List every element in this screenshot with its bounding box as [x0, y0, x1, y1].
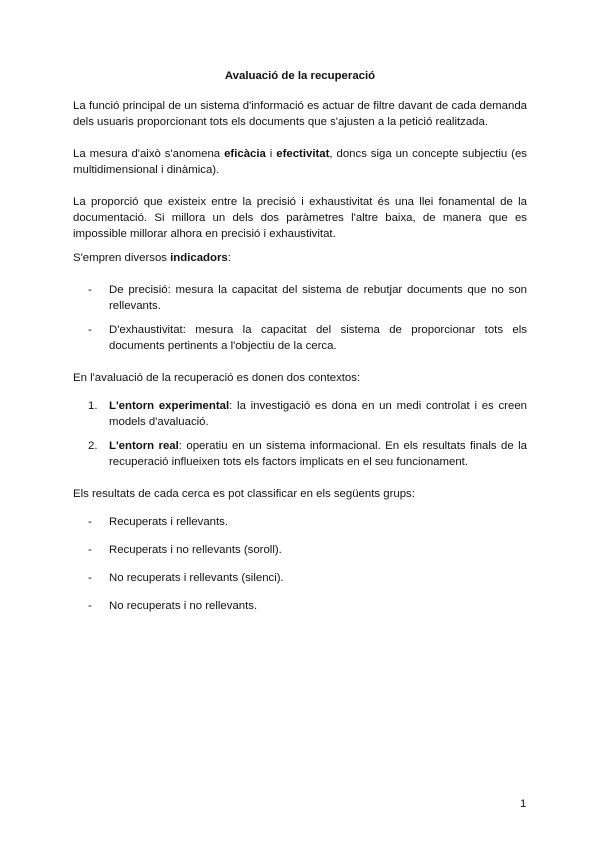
- paragraph-contexts: En l'avaluació de la recuperació es donen dos contextos:: [73, 372, 361, 384]
- list-item-exhaustivitat: [73, 322, 527, 354]
- term-entorn-experimental: L'entorn experimental: [109, 400, 230, 412]
- numbered-item-body: : operatiu en un sistema informacional. En els resultats finals de la recuperació influeixen tots els factors implicats en el seu funcionament.: [109, 440, 527, 468]
- list-item-text: No recuperats i no rellevants.: [109, 600, 258, 612]
- list-item-group: [73, 598, 527, 614]
- paragraph-measure: [73, 146, 527, 178]
- paragraph-indicators-text: S'empren diversos: [73, 252, 171, 264]
- list-item-group: [73, 514, 527, 530]
- list-bullet: -: [88, 324, 92, 336]
- paragraph-measure-joiner: i: [265, 148, 277, 160]
- list-item-group: [73, 570, 527, 586]
- list-bullet: -: [88, 600, 92, 612]
- numbered-item-text: [109, 398, 527, 430]
- list-bullet: -: [88, 544, 92, 556]
- page-number: 1: [520, 798, 527, 810]
- list-item-text: No recuperats i rellevants (silenci).: [109, 572, 284, 584]
- paragraph-measure-tail: , doncs siga un concepte subjectiu (es multidimensional i dinàmica).: [73, 148, 527, 176]
- list-item-text: D'exhaustivitat: mesura la capacitat del sistema de proporcionar tots els documents pertinents a l'objectiu de la cerca.: [109, 324, 527, 352]
- list-item-text: Recuperats i rellevants.: [109, 516, 229, 528]
- list-item-text: Recuperats i no rellevants (soroll).: [109, 544, 282, 556]
- list-item-group: [73, 542, 527, 558]
- list-number: 2.: [88, 440, 98, 452]
- numbered-item-body: : la investigació es dona en un medi controlat i es creen models d'avaluació.: [109, 400, 527, 428]
- list-bullet: -: [88, 284, 92, 296]
- list-number: 1.: [88, 400, 98, 412]
- list-item-precisio: [73, 282, 527, 314]
- numbered-item-text: [109, 438, 527, 470]
- paragraph-indicators-colon: :: [227, 252, 231, 264]
- term-eficacia: eficàcia: [224, 148, 266, 160]
- paragraph-measure-text: La mesura d'això s'anomena: [73, 148, 225, 160]
- term-efectivitat: efectivitat: [276, 148, 330, 160]
- document-title: Avaluació de la recuperació: [224, 70, 376, 82]
- paragraph-indicators: [73, 250, 527, 266]
- numbered-item-real: [73, 438, 527, 470]
- paragraph-intro: La funció principal de un sistema d'informació es actuar de filtre davant de cada demanda dels usuaris proporcionant tots els documents que s'ajusten a la petició realitzada.: [73, 100, 527, 128]
- numbered-item-experimental: [73, 398, 527, 430]
- term-indicadors: indicadors: [170, 252, 228, 264]
- list-item-text: De precisió: mesura la capacitat del sistema de rebutjar documents que no son rellevants.: [109, 284, 527, 312]
- paragraph-proportion: La proporció que existeix entre la precisió i exhaustivitat és una llei fonamental de la documentació. Si millora un dels dos paràmetres l'altre baixa, de manera que es impossible millorar alhora en precisió i exhaustivitat.: [73, 196, 527, 240]
- paragraph-groups: Els resultats de cada cerca es pot classificar en els següents grups:: [73, 488, 415, 500]
- list-bullet: -: [88, 572, 92, 584]
- list-bullet: -: [88, 516, 92, 528]
- term-entorn-real: L'entorn real: [109, 440, 179, 452]
